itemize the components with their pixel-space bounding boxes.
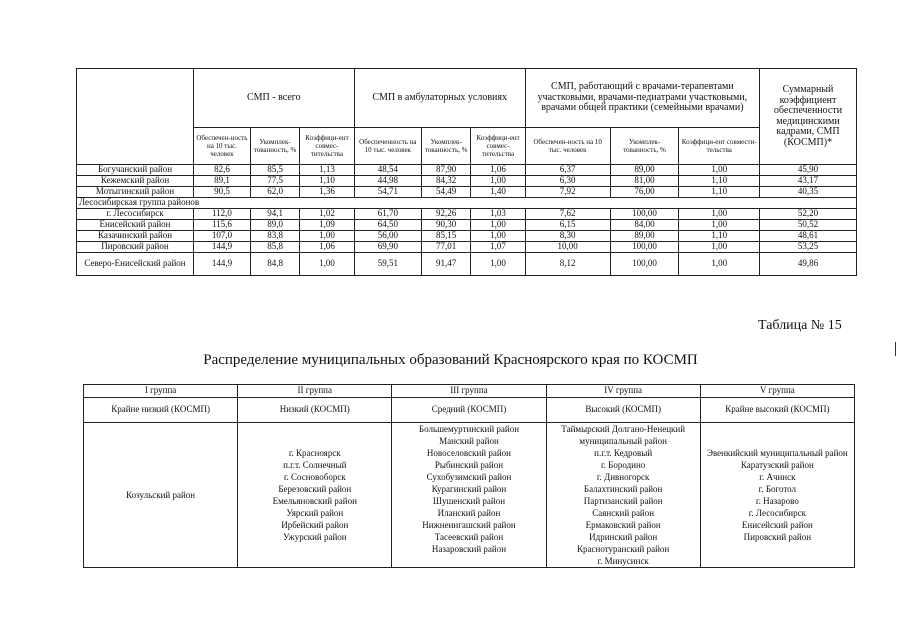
cell-value: 1,10 — [300, 176, 354, 187]
cell-value: 54,49 — [421, 187, 470, 198]
cell-value: 1,09 — [300, 220, 354, 231]
cell-value: 1,00 — [679, 242, 760, 253]
table-row — [77, 176, 857, 187]
cell-value: 45,90 — [760, 165, 857, 176]
subheader: Укомплек-тованность, % — [610, 128, 679, 165]
cell-value: 64,50 — [354, 220, 421, 231]
cell-value: 1,36 — [300, 187, 354, 198]
subheader: Обеспеченность на 10 тыс. человек — [354, 128, 421, 165]
cell-value: 1,00 — [679, 220, 760, 231]
row-name: Енисейский район — [77, 220, 194, 231]
group-header: V группа — [700, 385, 854, 398]
list-item: г. Бородино — [601, 460, 646, 470]
cell-value: 7,62 — [525, 209, 610, 220]
subheader: Обеспечен-ность на 10 тыс. человек — [194, 128, 251, 165]
cell-value: 52,20 — [760, 209, 857, 220]
cell-value: 7,92 — [525, 187, 610, 198]
cell-value: 59,51 — [354, 253, 421, 276]
cell-value: 61,70 — [354, 209, 421, 220]
cell-value: 6,15 — [525, 220, 610, 231]
table-row — [77, 242, 857, 253]
list-item: Нижнеингашский район — [422, 520, 516, 530]
group4-list — [546, 423, 700, 568]
cell-value: 90,30 — [421, 220, 470, 231]
list-item: г. Боготол — [758, 484, 797, 494]
cell-value: 6,37 — [525, 165, 610, 176]
cell-value: 76,00 — [610, 187, 679, 198]
list-item: Таймырский Долгано-Ненецкий муниципальный район — [561, 424, 686, 446]
list-item: Эвенкийский муниципальный район — [707, 448, 848, 458]
list-item: г. Ачинск — [759, 472, 796, 482]
list-item: г. Лесосибирск — [748, 508, 806, 518]
cell-value: 144,9 — [194, 253, 251, 276]
list-item: г. Сосновоборск — [283, 472, 346, 482]
cell-value: 53,25 — [760, 242, 857, 253]
list-item: г. Минусинск — [597, 556, 649, 566]
table2-title: Распределение муниципальных образований Красноярского края по КОСМП — [203, 352, 698, 368]
cell-value: 69,90 — [354, 242, 421, 253]
list-item: г. Дивногорск — [596, 472, 650, 482]
corner-cell — [77, 69, 194, 165]
group-row-body — [77, 198, 857, 209]
group2-list — [238, 423, 392, 568]
list-item: Березовский район — [278, 484, 352, 494]
cell-value: 48,54 — [354, 165, 421, 176]
list-item: Шушенский район — [432, 496, 506, 506]
cell-value: 1,00 — [679, 209, 760, 220]
cell-value: 1,00 — [679, 253, 760, 276]
row-name: Кежемский район — [77, 176, 194, 187]
group-header: IV группа — [546, 385, 700, 398]
cell-value: 77,01 — [421, 242, 470, 253]
list-item: Курагинский район — [431, 484, 507, 494]
cell-value: 85,5 — [250, 165, 299, 176]
cell-value: 1,00 — [471, 220, 525, 231]
cell-value: 48,61 — [760, 231, 857, 242]
cell-value: 1,40 — [471, 187, 525, 198]
group-header: II группа — [238, 385, 392, 398]
list-item: Сухобузимский район — [426, 472, 512, 482]
header-smp-gp: СМП, работающий с врачами-терапевтами участковыми, врачами-педиатрами участковыми, врачами общей практики (семейными врачами) — [525, 69, 759, 128]
list-item: Новоселовский район — [426, 448, 511, 458]
table-row — [77, 165, 857, 176]
list-item: Партизанский район — [583, 496, 663, 506]
cell-value: 1,07 — [471, 242, 525, 253]
cell-value: 1,00 — [471, 231, 525, 242]
list-item: Балахтинский район — [583, 484, 663, 494]
list-item: Назаровский район — [431, 544, 507, 554]
cell-value: 8,12 — [525, 253, 610, 276]
cell-value: 84,8 — [250, 253, 299, 276]
indicators-table — [76, 68, 857, 276]
cell-value: 56,00 — [354, 231, 421, 242]
row-name: Богучанский район — [77, 165, 194, 176]
subheader: Коэффици-ент совмес-тительства — [300, 128, 354, 165]
cell-value: 40,35 — [760, 187, 857, 198]
cell-value: 87,90 — [421, 165, 470, 176]
group-header: III группа — [392, 385, 546, 398]
cell-value: 1,00 — [300, 253, 354, 276]
table-row — [77, 231, 857, 242]
list-item: Ужурский район — [282, 532, 347, 542]
header-smp-total: СМП - всего — [194, 69, 355, 128]
cell-value: 115,6 — [194, 220, 251, 231]
list-item: Уярский район — [286, 508, 344, 518]
list-item: Козульский район — [126, 490, 196, 500]
cell-value: 62,0 — [250, 187, 299, 198]
cell-value: 1,02 — [300, 209, 354, 220]
table-row — [77, 209, 857, 220]
subheader: Укомплек-тованность, % — [421, 128, 470, 165]
row-name: Казачинский район — [77, 231, 194, 242]
cell-value: 144,9 — [194, 242, 251, 253]
list-item: п.г.т. Кедровый — [594, 448, 653, 458]
list-item: Каратузский район — [740, 460, 814, 470]
cell-value: 81,00 — [610, 176, 679, 187]
cell-value: 89,0 — [250, 220, 299, 231]
table1-body-a — [77, 165, 857, 198]
cell-value: 50,52 — [760, 220, 857, 231]
cell-value: 89,1 — [194, 176, 251, 187]
group-label: Лесосибирская группа районов — [77, 198, 857, 209]
subheader: Коэффици-ент совмести-тельства — [679, 128, 760, 165]
cell-value: 89,00 — [610, 165, 679, 176]
row-name: Северо-Енисейский район — [77, 253, 194, 276]
cell-value: 44,98 — [354, 176, 421, 187]
list-item: г. Красноярск — [288, 448, 341, 458]
distribution-table — [83, 384, 855, 568]
cell-value: 89,00 — [610, 231, 679, 242]
cell-value: 10,00 — [525, 242, 610, 253]
group1-list — [84, 423, 238, 568]
list-item: Саянский район — [592, 508, 655, 518]
cell-value: 1,10 — [679, 187, 760, 198]
header-smp-ambulatory: СМП в амбулаторных условиях — [354, 69, 525, 128]
level-header: Средний (КОСМП) — [392, 398, 546, 423]
cell-value: 100,00 — [610, 209, 679, 220]
list-item: Ермаковский район — [585, 520, 661, 530]
list-item: Большемуртинский район — [418, 424, 520, 434]
group5-list — [700, 423, 854, 568]
table-row — [77, 253, 857, 276]
cell-value: 100,00 — [610, 242, 679, 253]
list-item: Манский район — [439, 436, 499, 446]
cell-value: 107,0 — [194, 231, 251, 242]
cell-value: 49,86 — [760, 253, 857, 276]
cell-value: 112,0 — [194, 209, 251, 220]
subheader: Коэффици-ент совмес-тительства — [471, 128, 525, 165]
subheader: Укомплек-тованность, % — [250, 128, 299, 165]
cell-value: 43,17 — [760, 176, 857, 187]
cell-value: 1,00 — [300, 231, 354, 242]
cell-value: 1,00 — [471, 253, 525, 276]
level-header: Крайне низкий (КОСМП) — [84, 398, 238, 423]
list-item: п.г.т. Солнечный — [283, 460, 347, 470]
list-item: Краснотуранский район — [577, 544, 670, 554]
cell-value: 94,1 — [250, 209, 299, 220]
list-item: Рыбинский район — [434, 460, 504, 470]
cell-value: 1,10 — [679, 176, 760, 187]
level-header: Высокий (КОСМП) — [546, 398, 700, 423]
cell-value: 82,6 — [194, 165, 251, 176]
list-item: Идринский район — [589, 532, 658, 542]
list-item: Емельяновский район — [272, 496, 357, 506]
row-name: Мотыгинский район — [77, 187, 194, 198]
cell-value: 1,00 — [679, 165, 760, 176]
row-name: Пировский район — [77, 242, 194, 253]
level-header: Крайне высокий (КОСМП) — [700, 398, 854, 423]
subheader: Обеспечен-ность на 10 тыс. человек — [525, 128, 610, 165]
list-item: Ирбейский район — [281, 520, 349, 530]
cell-value: 1,03 — [471, 209, 525, 220]
group-header: I группа — [84, 385, 238, 398]
list-item: г. Назарово — [755, 496, 799, 506]
cell-value: 6,30 — [525, 176, 610, 187]
table1-body-b — [77, 209, 857, 276]
list-item: Иланский район — [437, 508, 501, 518]
list-item: Пировский район — [743, 532, 812, 542]
header-kosmp: Суммарный коэффициент обеспеченности медицинскими кадрами, СМП (КОСМП)* — [760, 69, 857, 165]
table-row — [77, 187, 857, 198]
cell-value: 85,15 — [421, 231, 470, 242]
cell-value: 54,71 — [354, 187, 421, 198]
cell-value: 83,8 — [250, 231, 299, 242]
cell-value: 77,5 — [250, 176, 299, 187]
cell-value: 1,06 — [300, 242, 354, 253]
cell-value: 85,8 — [250, 242, 299, 253]
cell-value: 1,13 — [300, 165, 354, 176]
cell-value: 1,10 — [679, 231, 760, 242]
level-header: Низкий (КОСМП) — [238, 398, 392, 423]
list-item: Тасеевский район — [434, 532, 504, 542]
cell-value: 8,30 — [525, 231, 610, 242]
cell-value: 92,26 — [421, 209, 470, 220]
cell-value: 90,5 — [194, 187, 251, 198]
table-number: Таблица № 15 — [758, 318, 842, 333]
cell-value: 91,47 — [421, 253, 470, 276]
list-item: Енисейский район — [741, 520, 813, 530]
cell-value: 84,00 — [610, 220, 679, 231]
group3-list — [392, 423, 546, 568]
row-name: г. Лесосибирск — [77, 209, 194, 220]
cell-value: 1,06 — [471, 165, 525, 176]
table-row — [77, 220, 857, 231]
cell-value: 100,00 — [610, 253, 679, 276]
cell-value: 1,00 — [471, 176, 525, 187]
cell-value: 84,32 — [421, 176, 470, 187]
